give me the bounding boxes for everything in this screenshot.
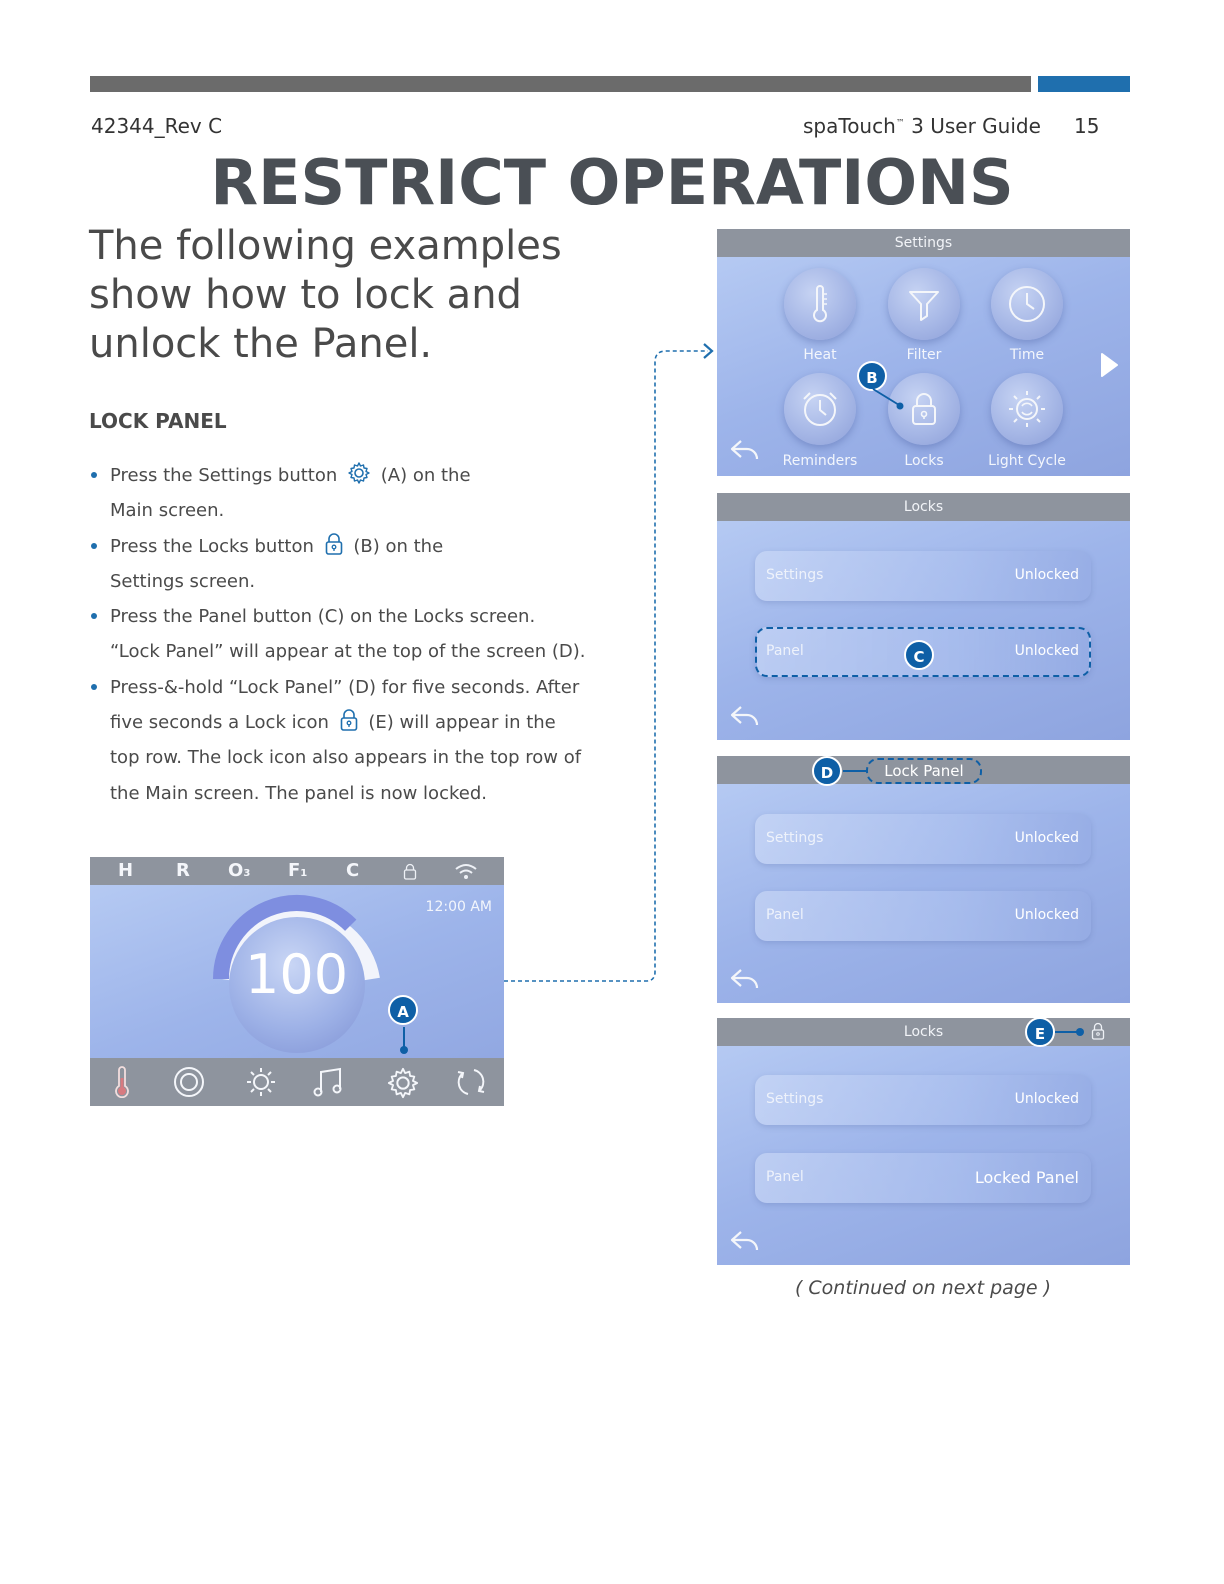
heat-button[interactable]	[784, 268, 856, 340]
gear-icon[interactable]	[386, 1066, 420, 1100]
panel-lock-row[interactable]	[755, 891, 1091, 941]
flow-connector	[500, 340, 722, 990]
music-icon[interactable]	[312, 1066, 346, 1098]
settings-lock-row[interactable]	[755, 551, 1091, 601]
row-label: Settings	[766, 830, 824, 846]
time-label: Time	[1009, 347, 1045, 363]
filter-button[interactable]	[888, 268, 960, 340]
locks-title-bar: Locks	[717, 493, 1130, 521]
back-icon[interactable]	[729, 966, 761, 990]
step-text: Settings screen.	[110, 570, 256, 592]
wifi-icon	[454, 863, 478, 880]
settings-lock-row[interactable]	[755, 814, 1091, 864]
back-icon[interactable]	[729, 703, 761, 727]
gear-icon	[347, 461, 371, 485]
step-text: five seconds a Lock icon	[110, 712, 329, 734]
lock-icon	[339, 708, 359, 732]
callout-a: A	[388, 995, 418, 1025]
temperature-value: 100	[245, 943, 349, 1006]
filter-icon	[904, 284, 944, 324]
invert-icon[interactable]	[454, 1066, 488, 1098]
trademark-mark: ™	[895, 118, 905, 129]
light-cycle-label: Light Cycle	[988, 453, 1066, 469]
page-title: RESTRICT OPERATIONS	[210, 146, 1014, 219]
header-rule-grey	[90, 76, 1031, 92]
row-label: Settings	[766, 1091, 824, 1107]
thermometer-icon	[800, 284, 840, 324]
filter-subscript: 1	[300, 868, 308, 879]
page-number: 15	[1074, 114, 1100, 138]
settings-title-bar: Settings	[717, 229, 1130, 257]
step-text: (B) on the	[353, 535, 444, 557]
main-top-bar	[90, 857, 504, 885]
reminders-button[interactable]	[784, 373, 856, 445]
cleanup-status-icon: C	[346, 860, 360, 881]
guide-brand: spaTouch	[803, 114, 896, 138]
lock-icon	[904, 389, 944, 429]
step-text: Press-&-hold “Lock Panel” (D) for five seconds. After	[110, 676, 580, 698]
jets-icon[interactable]	[172, 1066, 206, 1098]
document-id: 42344_Rev C	[91, 114, 223, 138]
time-button[interactable]	[991, 268, 1063, 340]
back-icon[interactable]	[729, 437, 761, 461]
row-value: Unlocked	[1014, 907, 1079, 923]
locks-title-bar: Locks	[717, 1018, 1130, 1046]
locks-locked-screen	[717, 1018, 1130, 1265]
filter-label: Filter	[906, 347, 942, 363]
main-screen	[90, 857, 504, 1106]
panel-lock-row[interactable]	[755, 1153, 1091, 1203]
light-icon[interactable]	[244, 1066, 278, 1098]
main-bottom-bar	[90, 1058, 504, 1106]
settings-screen	[717, 229, 1130, 476]
light-cycle-icon	[1007, 389, 1047, 429]
callout-d: D	[812, 756, 842, 786]
light-cycle-button[interactable]	[991, 373, 1063, 445]
step-text: (E) will appear in the	[368, 712, 556, 734]
callout-leader	[843, 770, 867, 772]
back-icon[interactable]	[729, 1228, 761, 1252]
row-label: Panel	[766, 643, 804, 659]
step-text: the Main screen. The panel is now locked.	[110, 782, 487, 804]
filter-status-icon	[288, 860, 307, 881]
step-text: Press the Locks button	[110, 535, 314, 557]
lock-panel-screen	[717, 756, 1130, 1003]
guide-name	[803, 114, 1041, 138]
row-value: Unlocked	[1014, 567, 1079, 583]
callout-dot	[400, 1046, 408, 1054]
locks-label: Locks	[904, 453, 944, 469]
step-text: (A) on the	[380, 465, 471, 486]
row-label: Settings	[766, 567, 824, 583]
callout-c: C	[904, 640, 934, 670]
row-value: Locked Panel	[974, 1168, 1079, 1187]
settings-lock-row[interactable]	[755, 1075, 1091, 1125]
row-label: Panel	[766, 1169, 804, 1185]
thermometer-icon[interactable]	[112, 1066, 132, 1098]
locks-screen	[717, 493, 1130, 740]
callout-leader	[867, 387, 907, 411]
step-text: top row. The lock icon also appears in the top row of	[110, 747, 582, 769]
clock-icon	[1007, 284, 1047, 324]
row-value: Unlocked	[1014, 643, 1079, 659]
callout-b: B	[857, 361, 887, 391]
lock-icon	[1091, 1022, 1105, 1040]
ready-status-icon: R	[176, 860, 190, 881]
heat-status-icon: H	[118, 860, 134, 881]
alarm-clock-icon	[800, 389, 840, 429]
lock-icon	[403, 863, 417, 880]
callout-e: E	[1025, 1018, 1055, 1047]
callout-dot	[1076, 1028, 1084, 1036]
intro-line: unlock the Panel.	[89, 321, 433, 367]
continued-caption: ( Continued on next page )	[794, 1277, 1052, 1299]
step-text: “Lock Panel” will appear at the top of the screen (D).	[110, 641, 586, 663]
row-value: Unlocked	[1014, 1091, 1079, 1107]
intro-line: The following examples	[89, 223, 562, 269]
step-text: Press the Panel button (C) on the Locks screen.	[110, 606, 536, 628]
ozone-status-icon	[228, 860, 250, 881]
section-heading: LOCK PANEL	[89, 409, 227, 433]
clock-readout: 12:00 AM	[425, 899, 492, 915]
lock-icon	[324, 532, 344, 556]
row-value: Unlocked	[1014, 830, 1079, 846]
header-rule-blue	[1038, 76, 1130, 92]
guide-suffix: 3 User Guide	[904, 114, 1041, 138]
ozone-subscript: 3	[243, 868, 251, 879]
heat-label: Heat	[803, 347, 837, 363]
filter-letter: F	[288, 860, 301, 881]
lock-panel-button[interactable]: Lock Panel	[866, 758, 982, 784]
row-label: Panel	[766, 907, 804, 923]
intro-line: show how to lock and	[89, 272, 522, 318]
step-text: Press the Settings button	[110, 465, 338, 486]
next-page-icon[interactable]	[1098, 351, 1120, 379]
reminders-label: Reminders	[782, 453, 858, 469]
ozone-letter: O	[228, 860, 244, 881]
step-text: Main screen.	[110, 500, 225, 522]
